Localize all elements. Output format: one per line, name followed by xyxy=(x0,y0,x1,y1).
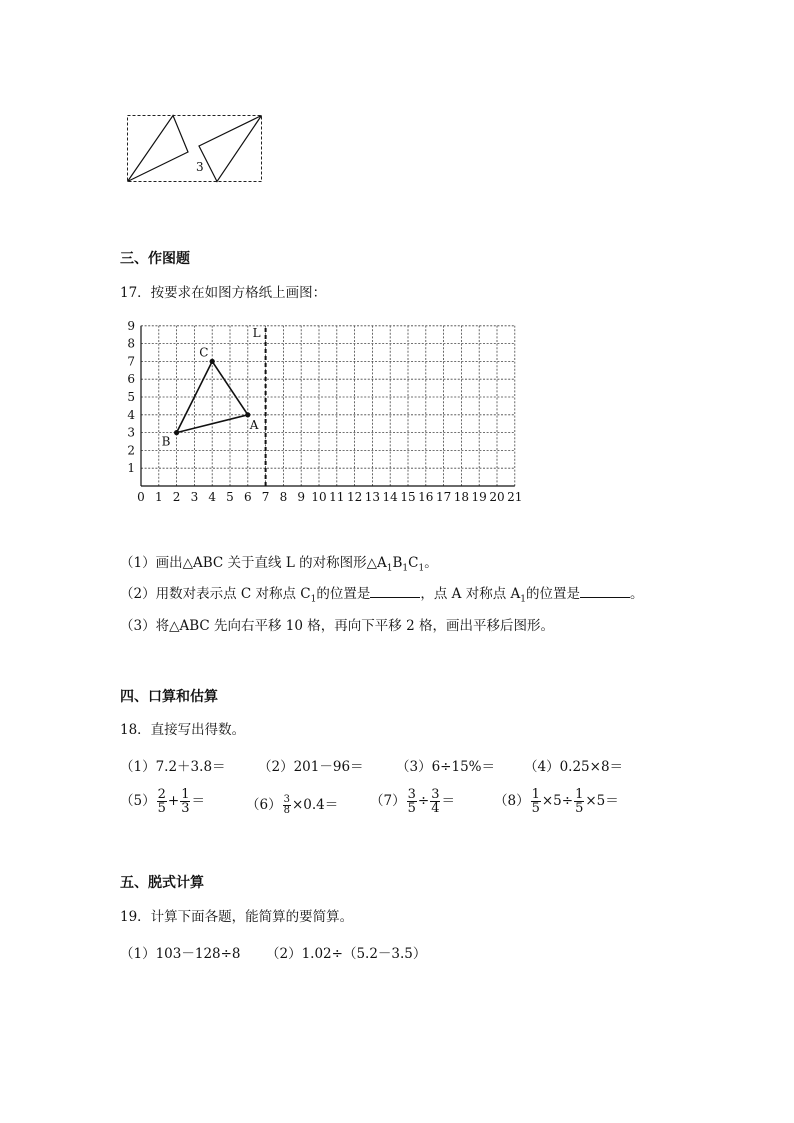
fraction xyxy=(531,788,541,815)
q18-p6-rest: ×0.4＝ xyxy=(291,797,339,813)
q17-item1-tri: △ABC xyxy=(182,555,224,571)
x-tick-label: 21 xyxy=(507,490,523,504)
x-tick-label: 12 xyxy=(346,490,363,504)
numerator: 2 xyxy=(157,787,166,802)
top-figure-label: 3 xyxy=(196,160,204,174)
point-label-a: A xyxy=(249,417,259,432)
answer-blank-c1[interactable] xyxy=(370,585,420,598)
x-tick-label: 4 xyxy=(208,490,217,504)
x-tick-label: 1 xyxy=(154,490,163,504)
section5-title: 五、脱式计算 xyxy=(120,875,204,891)
q17-item1-sub3: 1 xyxy=(418,563,425,574)
x-tick-label: 17 xyxy=(435,490,452,504)
q17-item1-c: C xyxy=(408,555,419,571)
fraction xyxy=(430,788,440,815)
top-figure xyxy=(120,108,270,188)
numerator: 1 xyxy=(531,787,540,802)
y-tick-label: 2 xyxy=(127,443,135,458)
x-tick-label: 7 xyxy=(261,490,270,504)
q17-item1-tri2: △A xyxy=(366,555,387,571)
q17-item2 xyxy=(120,582,643,605)
x-tick-label: 19 xyxy=(471,490,487,504)
x-tick-label: 9 xyxy=(297,490,306,504)
numerator: 3 xyxy=(431,787,440,802)
x-tick-label: 13 xyxy=(364,490,381,504)
numerator: 3 xyxy=(407,787,416,802)
numerator: 3 xyxy=(283,794,290,805)
q18-p8-end: ×5＝ xyxy=(585,793,619,809)
x-tick-label: 14 xyxy=(382,490,398,504)
x-tick-label: 2 xyxy=(172,490,181,504)
q18-prompt: 18．直接写出得数。 xyxy=(120,722,246,738)
y-tick-label: 9 xyxy=(127,318,135,333)
x-tick-label: 11 xyxy=(329,490,345,504)
y-tick-label: 7 xyxy=(127,354,135,369)
y-tick-label: 5 xyxy=(127,390,135,404)
q19-prompt: 19．计算下面各题，能简算的要简算。 xyxy=(120,909,354,925)
q18-p5-label: （5） xyxy=(120,793,156,809)
q19-expr1: （1）103－128÷8 xyxy=(120,946,241,962)
fraction xyxy=(283,795,291,816)
q17-item2-sub1: 1 xyxy=(310,594,317,605)
q17-item2-e: 。 xyxy=(629,586,644,602)
q17-item1-sub2: 1 xyxy=(402,563,409,574)
q17-item2-b: 的位置是 xyxy=(316,586,371,602)
fraction xyxy=(157,788,167,815)
q17-item2-d: 的位置是 xyxy=(525,586,580,602)
q18-p3: （3）6÷15%＝ xyxy=(396,759,495,775)
q18-p6 xyxy=(246,793,338,816)
x-tick-label: 5 xyxy=(226,490,234,504)
q18-p8 xyxy=(494,788,619,815)
equals: ＝ xyxy=(191,793,205,809)
q18-p5 xyxy=(120,788,205,815)
q18-p7-label: （7） xyxy=(370,793,406,809)
x-tick-label: 16 xyxy=(418,490,434,504)
fraction xyxy=(574,788,584,815)
operator: ÷ xyxy=(417,793,430,809)
q17-item1-mid: 关于直线 L 的对称图形 xyxy=(223,555,367,571)
denominator: 8 xyxy=(283,805,290,816)
denominator: 3 xyxy=(181,801,190,816)
x-tick-label: 18 xyxy=(453,490,470,504)
x-tick-label: 8 xyxy=(279,490,288,504)
point-label-c: C xyxy=(199,345,209,360)
top-figure-left-triangle xyxy=(128,116,189,182)
point-c xyxy=(210,359,215,364)
q18-p1: （1）7.2＋3.8＝ xyxy=(120,759,226,775)
q18-p8-mid: ×5÷ xyxy=(541,793,574,809)
point-label-b: B xyxy=(161,434,171,449)
x-tick-label: 20 xyxy=(489,490,505,504)
q18-p8-label: （8） xyxy=(494,793,530,809)
triangle-abc xyxy=(177,361,248,432)
q17-item1 xyxy=(120,551,438,574)
q17-item1-end: 。 xyxy=(424,555,438,571)
equals: ＝ xyxy=(441,793,455,809)
symmetry-line-label: L xyxy=(252,325,261,340)
denominator: 5 xyxy=(157,801,166,816)
y-tick-label: 3 xyxy=(127,425,135,440)
q18-p6-label: （6） xyxy=(246,797,282,813)
q17-item1-b: B xyxy=(392,555,403,571)
operator: + xyxy=(167,793,180,809)
x-tick-label: 15 xyxy=(400,490,416,504)
x-tick-label: 6 xyxy=(243,490,252,504)
denominator: 5 xyxy=(575,801,584,816)
y-tick-label: 6 xyxy=(127,372,135,387)
q17-item2-c: ，点 A 对称点 A xyxy=(420,586,521,602)
numerator: 1 xyxy=(575,787,584,802)
denominator: 5 xyxy=(407,801,416,816)
section3-title: 三、作图题 xyxy=(120,251,190,267)
section4-title: 四、口算和估算 xyxy=(120,689,218,705)
point-a xyxy=(245,412,250,417)
x-tick-label: 0 xyxy=(137,490,145,504)
x-tick-label: 10 xyxy=(311,490,327,504)
top-figure-right-triangle xyxy=(199,116,262,182)
answer-blank-a1[interactable] xyxy=(580,585,630,598)
point-b xyxy=(174,430,179,435)
numerator: 1 xyxy=(181,787,190,802)
q18-p4: （4）0.25×8＝ xyxy=(524,759,624,775)
q18-p2: （2）201－96＝ xyxy=(258,759,364,775)
denominator: 5 xyxy=(531,801,540,816)
x-tick-label: 3 xyxy=(190,490,199,504)
q17-item2-a: （2）用数对表示点 C 对称点 C xyxy=(120,586,311,602)
q17-grid xyxy=(125,310,525,505)
y-tick-label: 4 xyxy=(127,407,135,422)
fraction xyxy=(180,788,190,815)
denominator: 4 xyxy=(431,801,440,816)
q17-item3: （3）将△ABC 先向右平移 10 格，再向下平移 2 格，画出平移后图形。 xyxy=(120,618,554,634)
q17-item1-pre: （1）画出 xyxy=(120,555,183,571)
q17-item2-sub2: 1 xyxy=(520,594,526,605)
q18-p7 xyxy=(370,788,455,815)
q19-expr2: （2）1.02÷（5.2－3.5） xyxy=(266,946,427,962)
fraction xyxy=(407,788,417,815)
y-tick-label: 1 xyxy=(127,461,135,476)
q17-item1-sub1: 1 xyxy=(386,563,393,574)
y-tick-label: 8 xyxy=(127,336,135,351)
q17-prompt: 17．按要求在如图方格纸上画图： xyxy=(120,285,327,301)
